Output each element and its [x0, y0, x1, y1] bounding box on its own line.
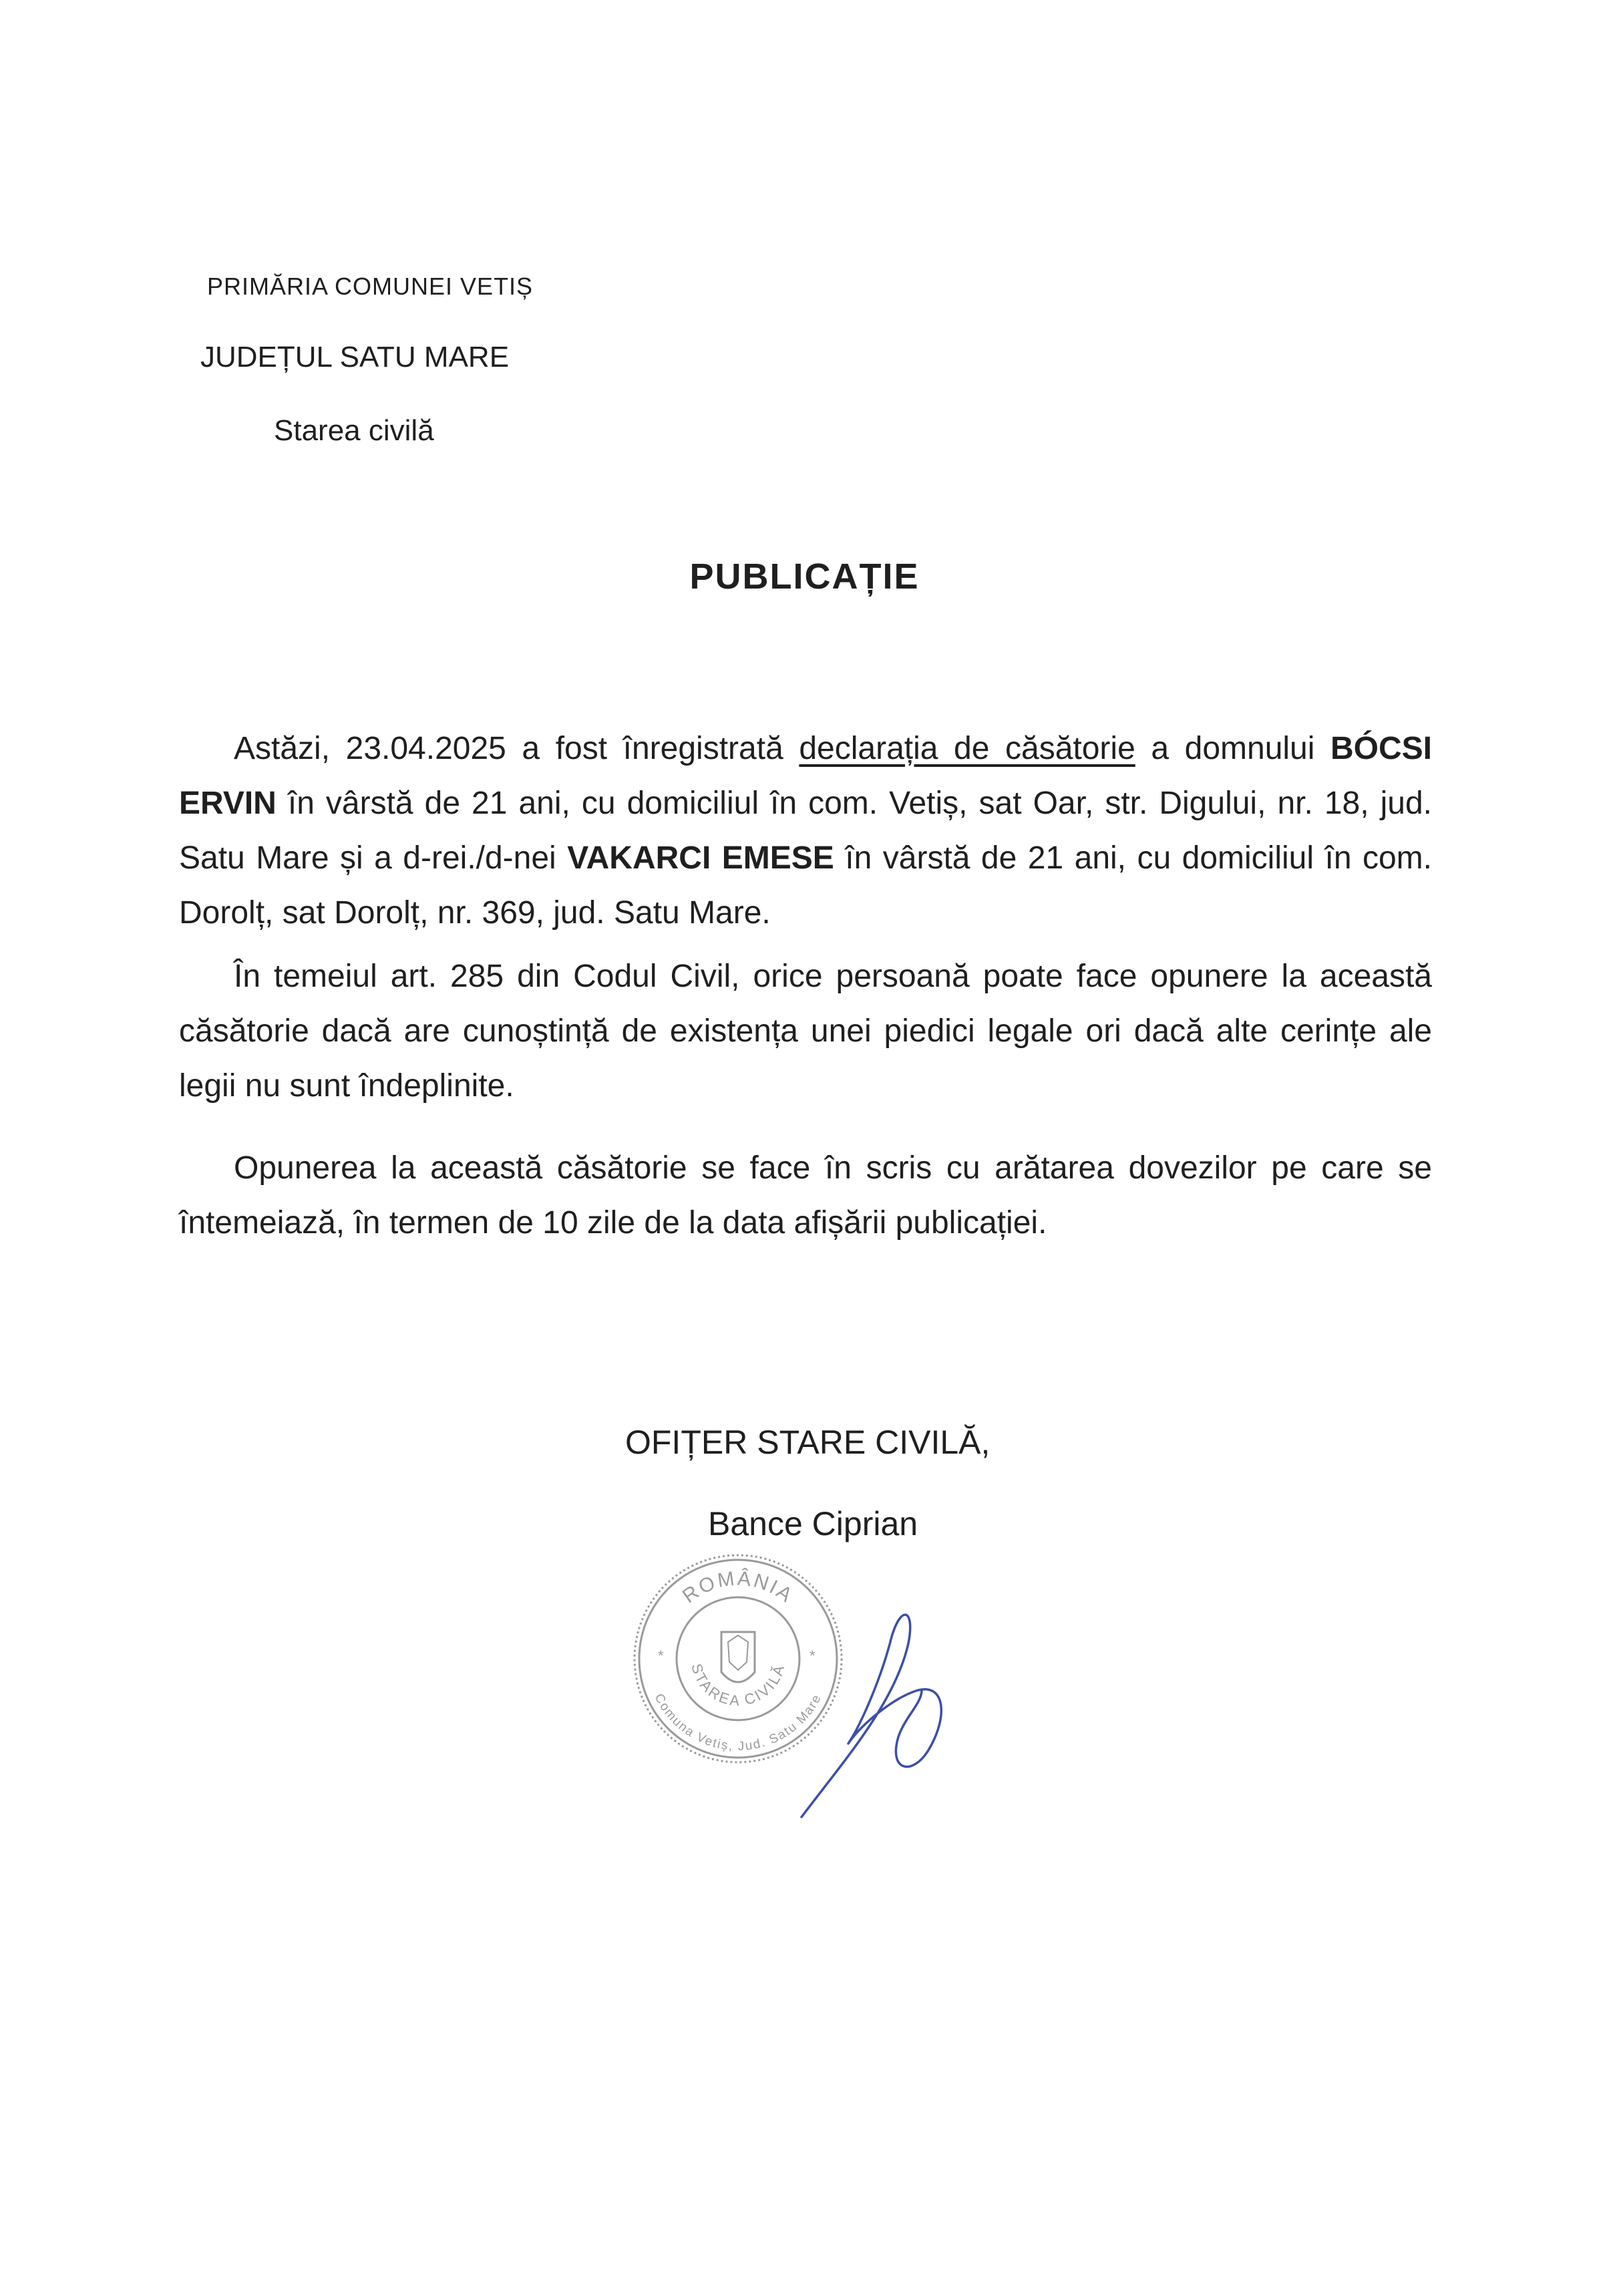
- bride-name: VAKARCI EMESE: [567, 840, 834, 876]
- institution-name: PRIMĂRIA COMUNEI VETIȘ: [207, 273, 534, 300]
- paragraph1-text-3: în vârstă de 21 ani, cu domiciliul în com. Vetiș, sat Oar, str. Digului, nr. 18, jud. Satu Mare și a d-rei./d-nei: [179, 786, 1432, 876]
- signatory-role: OFIȚER STARE CIVILĂ,: [625, 1424, 991, 1461]
- stamp-middle-text: STAREA CIVILĂ: [688, 1661, 788, 1709]
- signatory-name: Bance Ciprian: [708, 1505, 918, 1542]
- paragraph2-text: În temeiul art. 285 din Codul Civil, orice persoană poate face opunere la această căsătorie dacă are cunoștință de existența unei piedici legale ori dacă alte cerințe ale legii nu sunt îndeplinite.: [179, 959, 1432, 1104]
- paragraph-legal-basis: [179, 949, 1432, 1114]
- svg-text:*: *: [810, 1647, 816, 1664]
- paragraph1-text-2: a domnului: [1135, 731, 1330, 766]
- department-name: Starea civilă: [274, 414, 434, 447]
- stamp-top-text: ROMÂNIA: [678, 1567, 798, 1608]
- paragraph3-text: Opunerea la această căsătorie se face în scris cu arătarea dovezilor pe care se întemeiază, în termen de 10 zile de la data afișării publicației.: [179, 1150, 1432, 1241]
- paragraph1-text-4: în vârstă de 21 ani, cu domiciliul în com. Dorolț, sat Dorolț, nr. 369, jud. Satu Mare.: [179, 840, 1432, 931]
- svg-text:*: *: [658, 1647, 664, 1664]
- paragraph1-text-1: Astăzi, 23.04.2025 a fost înregistrată: [234, 731, 799, 766]
- county-name: JUDEȚUL SATU MARE: [200, 341, 510, 373]
- document-title: PUBLICAȚIE: [689, 556, 920, 597]
- stamp-bottom-text: Comuna Vetiș, Jud. Satu Mare: [651, 1691, 825, 1754]
- paragraph-declaration: [179, 721, 1432, 941]
- declaration-link-text: declarația de căsătorie: [799, 731, 1135, 766]
- handwritten-signature: [761, 1590, 962, 1824]
- paragraph-opposition: [179, 1141, 1432, 1251]
- groom-name: BÓCSI ERVIN: [179, 731, 1433, 821]
